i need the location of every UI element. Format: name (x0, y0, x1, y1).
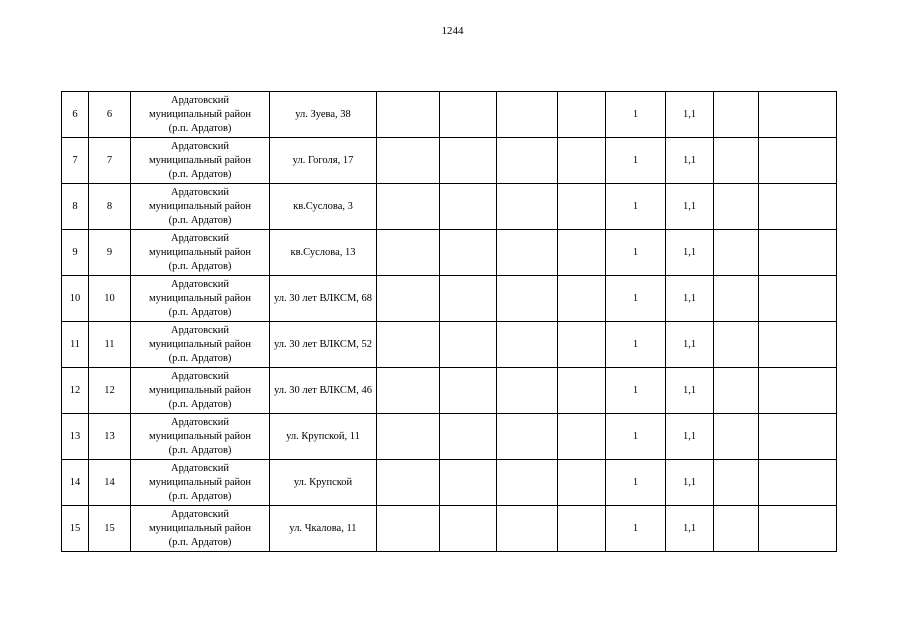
item-number-cell: 13 (89, 414, 131, 460)
empty-cell (759, 276, 837, 322)
value-cell: 1,1 (666, 460, 714, 506)
empty-cell (377, 138, 440, 184)
empty-cell (558, 460, 606, 506)
empty-cell (377, 184, 440, 230)
empty-cell (759, 368, 837, 414)
district-line: муниципальный район (148, 154, 252, 166)
empty-cell (497, 506, 558, 552)
value-cell: 1,1 (666, 322, 714, 368)
count-cell: 1 (606, 414, 666, 460)
district-line: (р.п. Ардатов) (168, 398, 232, 410)
district-line: муниципальный район (148, 384, 252, 396)
empty-cell (558, 368, 606, 414)
address-cell: ул. 30 лет ВЛКСМ, 68 (270, 276, 377, 322)
table-body (62, 92, 837, 552)
empty-cell (558, 414, 606, 460)
table-row (62, 368, 837, 414)
empty-cell (497, 368, 558, 414)
address-cell: ул. Зуева, 38 (270, 92, 377, 138)
district-line: Ардатовский (170, 278, 230, 290)
district-line: муниципальный район (148, 338, 252, 350)
table-row (62, 92, 837, 138)
empty-cell (377, 322, 440, 368)
empty-cell (759, 414, 837, 460)
item-number-cell: 11 (89, 322, 131, 368)
empty-cell (714, 138, 759, 184)
district-line: муниципальный район (148, 292, 252, 304)
item-number-cell: 10 (89, 276, 131, 322)
district-line: (р.п. Ардатов) (168, 306, 232, 318)
empty-cell (497, 230, 558, 276)
district-line: (р.п. Ардатов) (168, 352, 232, 364)
address-cell: ул. Крупской, 11 (270, 414, 377, 460)
district-line: (р.п. Ардатов) (168, 260, 232, 272)
count-cell: 1 (606, 92, 666, 138)
district-cell (131, 368, 270, 414)
district-line: муниципальный район (148, 108, 252, 120)
empty-cell (440, 322, 497, 368)
table-row (62, 138, 837, 184)
count-cell: 1 (606, 322, 666, 368)
empty-cell (759, 460, 837, 506)
district-line: Ардатовский (170, 370, 230, 382)
empty-cell (440, 138, 497, 184)
district-line: Ардатовский (170, 462, 230, 474)
district-cell (131, 138, 270, 184)
empty-cell (377, 368, 440, 414)
empty-cell (759, 92, 837, 138)
district-line: Ардатовский (170, 186, 230, 198)
empty-cell (497, 184, 558, 230)
empty-cell (440, 230, 497, 276)
district-cell (131, 414, 270, 460)
empty-cell (497, 414, 558, 460)
empty-cell (714, 414, 759, 460)
district-cell (131, 506, 270, 552)
value-cell: 1,1 (666, 368, 714, 414)
table-row (62, 460, 837, 506)
count-cell: 1 (606, 368, 666, 414)
address-cell: ул. Крупской (270, 460, 377, 506)
item-number-cell: 14 (89, 460, 131, 506)
empty-cell (558, 138, 606, 184)
empty-cell (440, 368, 497, 414)
empty-cell (714, 322, 759, 368)
count-cell: 1 (606, 506, 666, 552)
empty-cell (377, 230, 440, 276)
empty-cell (714, 368, 759, 414)
district-line: Ардатовский (170, 324, 230, 336)
value-cell: 1,1 (666, 184, 714, 230)
count-cell: 1 (606, 276, 666, 322)
row-number-cell: 14 (62, 460, 89, 506)
district-line: (р.п. Ардатов) (168, 536, 232, 548)
district-line: Ардатовский (170, 416, 230, 428)
empty-cell (440, 184, 497, 230)
district-line: Ардатовский (170, 508, 230, 520)
empty-cell (759, 184, 837, 230)
count-cell: 1 (606, 230, 666, 276)
empty-cell (440, 506, 497, 552)
row-number-cell: 7 (62, 138, 89, 184)
address-cell: кв.Суслова, 3 (270, 184, 377, 230)
empty-cell (714, 230, 759, 276)
district-line: (р.п. Ардатов) (168, 214, 232, 226)
empty-cell (714, 506, 759, 552)
empty-cell (440, 414, 497, 460)
district-cell (131, 276, 270, 322)
district-cell (131, 230, 270, 276)
district-line: Ардатовский (170, 232, 230, 244)
empty-cell (497, 322, 558, 368)
district-line: муниципальный район (148, 522, 252, 534)
value-cell: 1,1 (666, 276, 714, 322)
empty-cell (377, 92, 440, 138)
item-number-cell: 12 (89, 368, 131, 414)
district-line: Ардатовский (170, 94, 230, 106)
district-cell (131, 460, 270, 506)
empty-cell (558, 184, 606, 230)
empty-cell (759, 506, 837, 552)
address-cell: ул. 30 лет ВЛКСМ, 46 (270, 368, 377, 414)
empty-cell (497, 460, 558, 506)
table-row (62, 184, 837, 230)
table-row (62, 322, 837, 368)
table-row (62, 230, 837, 276)
count-cell: 1 (606, 460, 666, 506)
row-number-cell: 10 (62, 276, 89, 322)
district-line: (р.п. Ардатов) (168, 168, 232, 180)
address-cell: кв.Суслова, 13 (270, 230, 377, 276)
address-cell: ул. 30 лет ВЛКСМ, 52 (270, 322, 377, 368)
value-cell: 1,1 (666, 138, 714, 184)
empty-cell (377, 414, 440, 460)
empty-cell (759, 322, 837, 368)
empty-cell (714, 184, 759, 230)
count-cell: 1 (606, 184, 666, 230)
district-line: муниципальный район (148, 246, 252, 258)
district-line: муниципальный район (148, 476, 252, 488)
empty-cell (440, 460, 497, 506)
item-number-cell: 6 (89, 92, 131, 138)
empty-cell (377, 506, 440, 552)
district-line: (р.п. Ардатов) (168, 490, 232, 502)
table-row (62, 276, 837, 322)
empty-cell (714, 92, 759, 138)
empty-cell (759, 230, 837, 276)
empty-cell (497, 92, 558, 138)
count-cell: 1 (606, 138, 666, 184)
value-cell: 1,1 (666, 230, 714, 276)
empty-cell (759, 138, 837, 184)
district-line: муниципальный район (148, 200, 252, 212)
item-number-cell: 7 (89, 138, 131, 184)
empty-cell (714, 460, 759, 506)
district-line: (р.п. Ардатов) (168, 444, 232, 456)
value-cell: 1,1 (666, 506, 714, 552)
row-number-cell: 11 (62, 322, 89, 368)
district-line: муниципальный район (148, 430, 252, 442)
empty-cell (377, 460, 440, 506)
registry-table (61, 91, 837, 552)
item-number-cell: 8 (89, 184, 131, 230)
table-row (62, 506, 837, 552)
district-line: Ардатовский (170, 140, 230, 152)
empty-cell (558, 230, 606, 276)
district-cell (131, 184, 270, 230)
row-number-cell: 12 (62, 368, 89, 414)
value-cell: 1,1 (666, 92, 714, 138)
page-number: 1244 (441, 25, 464, 37)
empty-cell (440, 276, 497, 322)
district-cell (131, 92, 270, 138)
empty-cell (377, 276, 440, 322)
row-number-cell: 15 (62, 506, 89, 552)
value-cell: 1,1 (666, 414, 714, 460)
item-number-cell: 9 (89, 230, 131, 276)
row-number-cell: 8 (62, 184, 89, 230)
empty-cell (497, 138, 558, 184)
empty-cell (714, 276, 759, 322)
item-number-cell: 15 (89, 506, 131, 552)
row-number-cell: 6 (62, 92, 89, 138)
table-row (62, 414, 837, 460)
district-line: (р.п. Ардатов) (168, 122, 232, 134)
address-cell: ул. Гоголя, 17 (270, 138, 377, 184)
empty-cell (440, 92, 497, 138)
district-cell (131, 322, 270, 368)
empty-cell (558, 276, 606, 322)
empty-cell (558, 506, 606, 552)
empty-cell (558, 92, 606, 138)
row-number-cell: 13 (62, 414, 89, 460)
empty-cell (558, 322, 606, 368)
row-number-cell: 9 (62, 230, 89, 276)
address-cell: ул. Чкалова, 11 (270, 506, 377, 552)
empty-cell (497, 276, 558, 322)
